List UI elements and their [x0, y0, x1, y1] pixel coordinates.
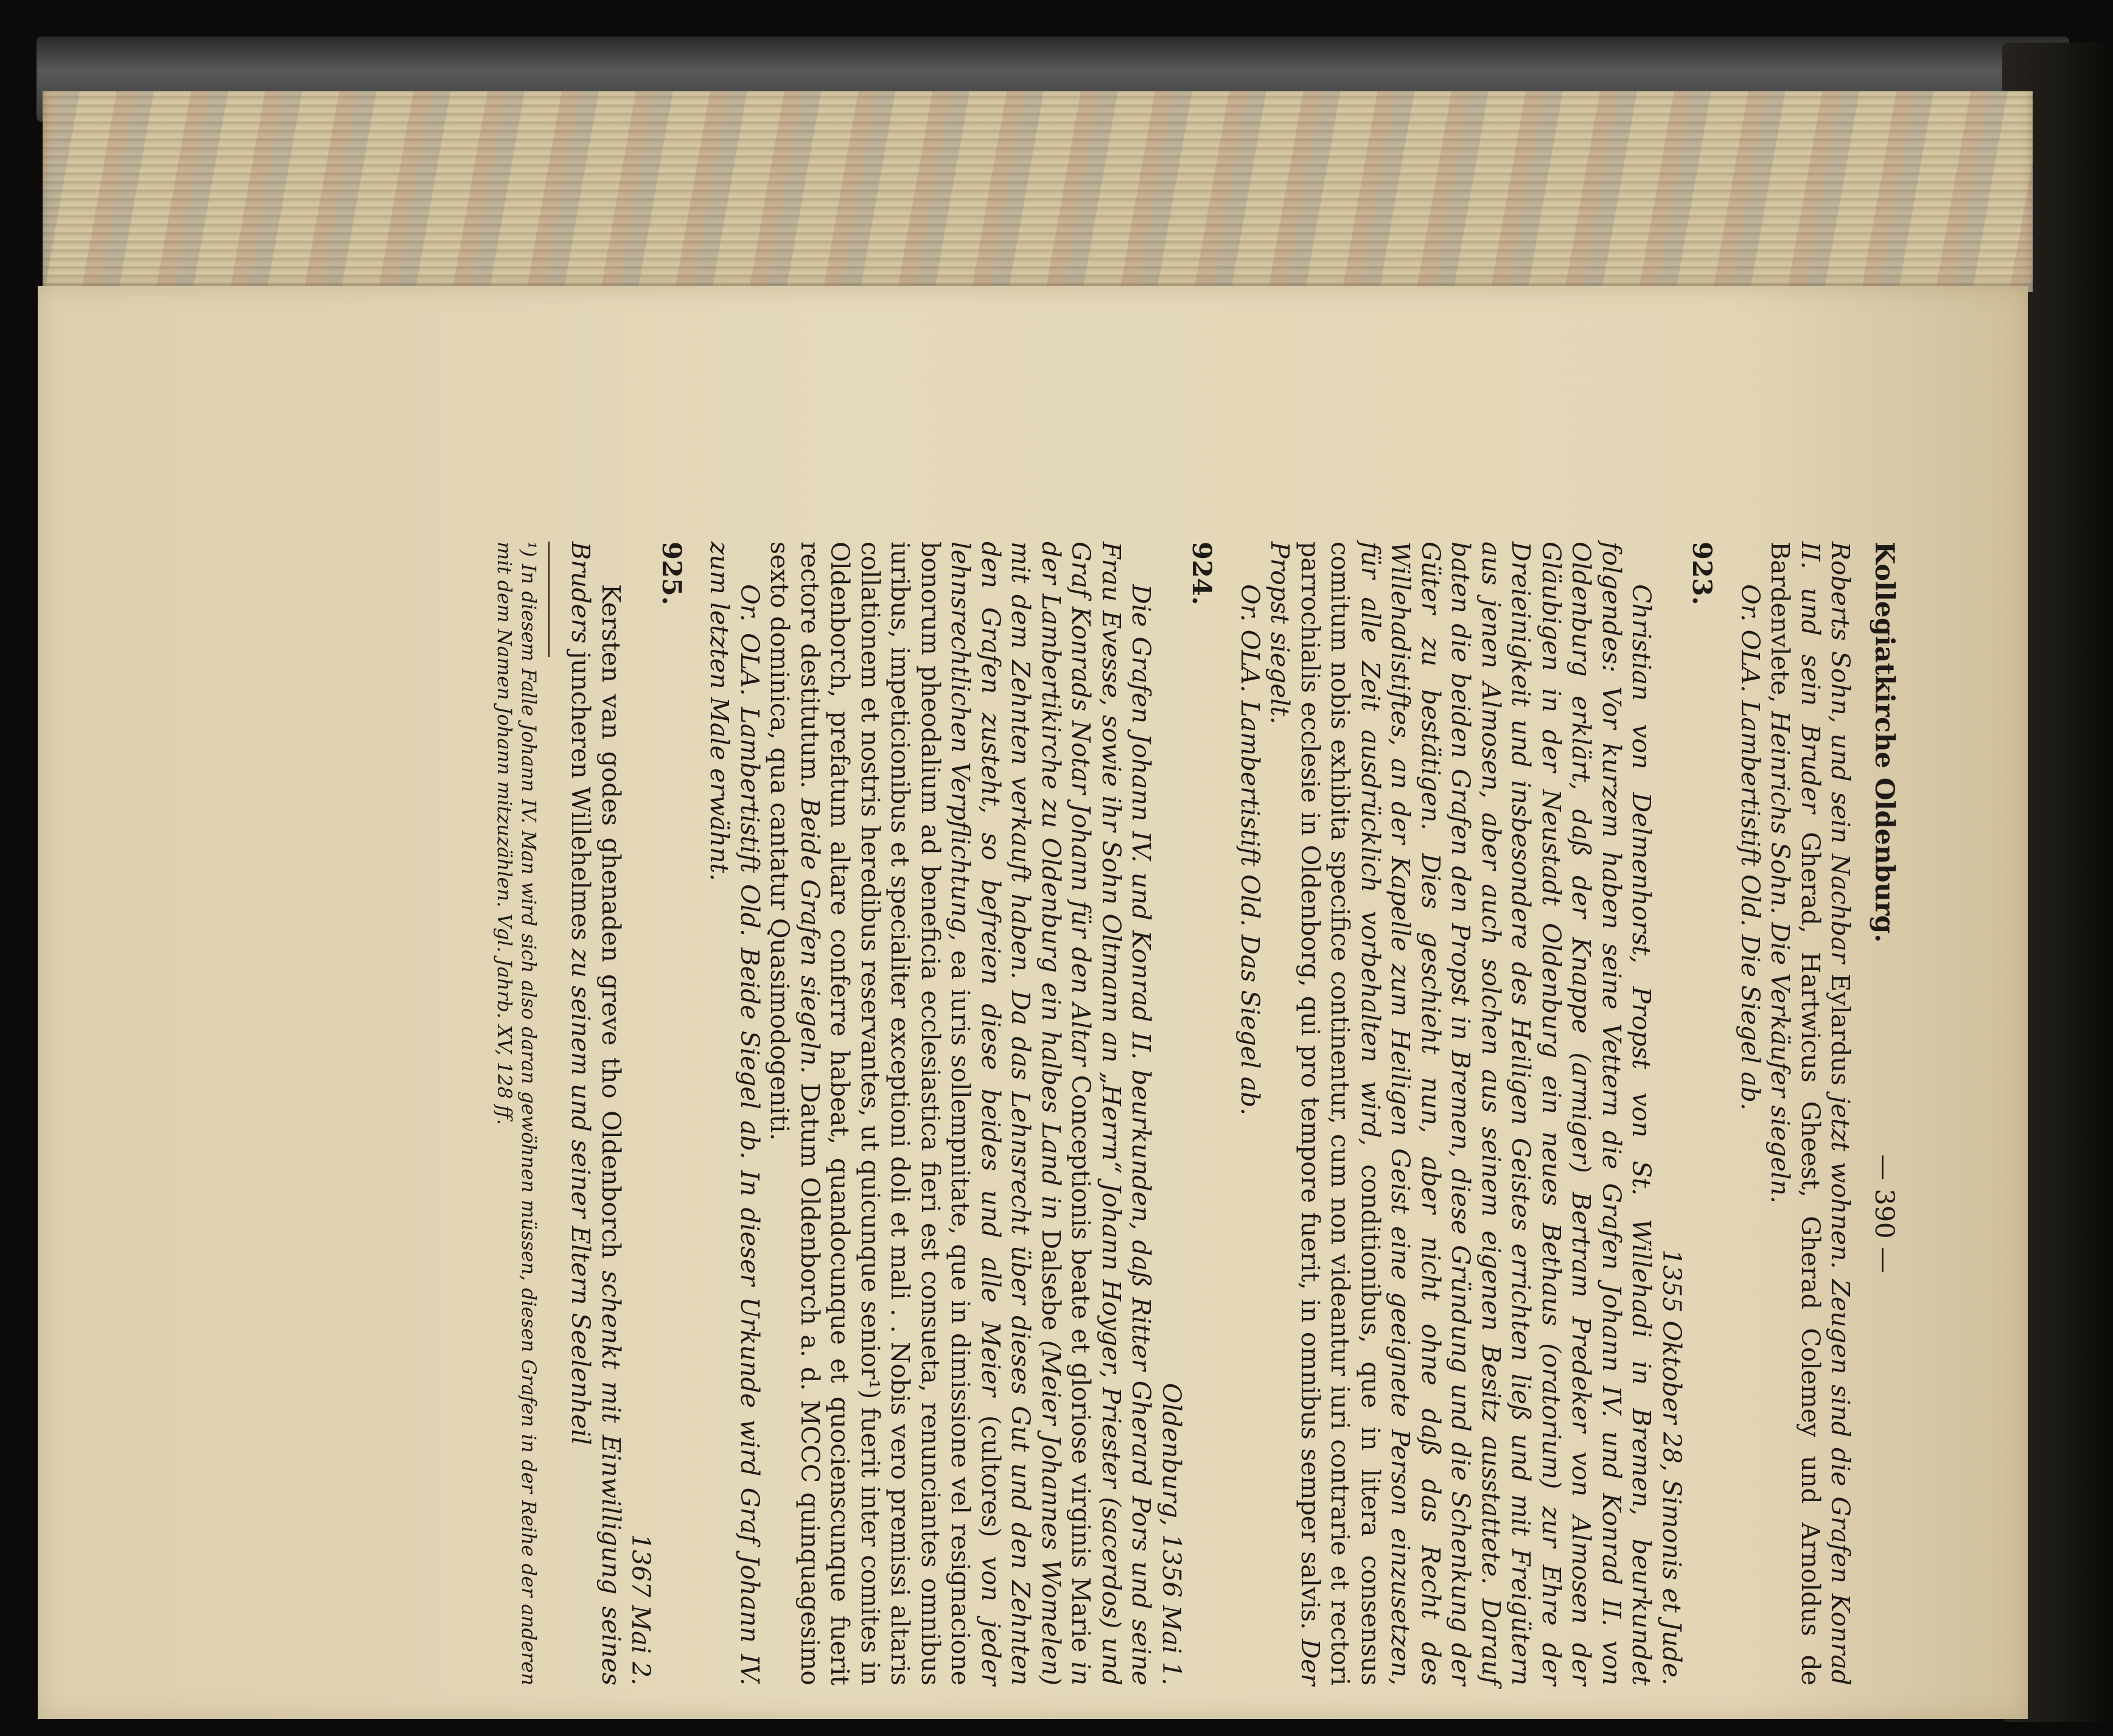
- doc-date-925: 1367 Mai 2.: [626, 1533, 656, 1685]
- page-text-block: [492, 542, 1899, 1685]
- page-number: — 390 —: [1869, 1154, 1899, 1274]
- doc-source-924: Or. OLA. Lambertistift Old. Beide Siegel ab. In dieser Urkunde wird Graf Johann IV. zum letzten Male erwähnt.: [705, 542, 764, 1685]
- doc-date-924: Oldenburg, 1356 Mai 1.: [1157, 1382, 1186, 1685]
- doc-number-923: 923.: [1686, 542, 1717, 605]
- intro-paragraph: Roberts Sohn, und sein Nachbar Eylardus jetzt wohnen. Zeugen sind die Grafen Konrad II. und sein Bruder Gherad, Hartwicus Gheest, Gherad Colemey und Arnoldus de Bardenvlete, Heinrichs Sohn. Die Verkäufer siegeln.: [1765, 542, 1856, 1685]
- doc-body-924: Die Grafen Johann IV. und Konrad II. beurkunden, daß Ritter Gherard Pors und seine Frau Evesse, sowie ihr Sohn Oltmann an „Herrn“ Johann Hoyger, Priester (sacerdos) und Graf Konrads Notar Johann für den Altar Conceptionis beate et gloriose virginis Marie in der Lambertikirche zu Oldenburg ein halbes Land in Dalsebe (Meier Johannes Womelen) mit dem Zehnten verkauft haben. Da das Lehnsrecht über dieses Gut und den Zehnten den Grafen zusteht, so befreien diese beides und alle Meier (cultores) von jeder lehnsrechtlichen Verpflichtung, ea iuris sollempnitate, que in dimissione vel resignacione bonorum pheodalium ad beneficia ecclesiastica fieri est consueta, renunciantes omnibus iuribus, impeticionibus et specialiter exceptioni doli et mali . . Nobis vero premissi altaris collationem et nostris heredibus reservantes, ut quicunque senior¹) fuerit inter comites in Oldenborch, prefatum altare conferre habeat, quandocunque et quocienscunque fuerit rectore destitutum. Beide Grafen siegeln. Datum Oldenborch a. d. MCCC quinquagesimo sexto dominica, qua cantatur Quasimodogeniti.: [765, 542, 1156, 1685]
- doc-date-923: 1355 Oktober 28, Simonis et Jude.: [1657, 1249, 1686, 1685]
- doc-number-925: 925.: [656, 542, 686, 605]
- doc-body-925: Kersten van godes ghenaden greve tho Oldenborch schenkt mit Einwilligung seines Bruders juncheren Willehelmes zu seinem und seiner Eltern Seelenheil: [566, 542, 626, 1685]
- intro-source: Or. OLA. Lambertistift Old. Die Siegel ab.: [1736, 584, 1765, 1111]
- footnote: ¹) In diesem Falle Johann IV. Man wird sich also daran gewöhnen müssen, diesen Grafen in der Reihe der anderen mit dem Namen Johann mitzuzählen. Vgl. Jahrb. XV, 128 ff.: [493, 542, 540, 1685]
- doc-source-923: Or. OLA. Lambertistift Old. Das Siegel ab.: [1235, 584, 1265, 1116]
- running-head: [1869, 542, 1899, 1685]
- doc-body-923: Christian von Delmenhorst, Propst von St. Willehadi in Bremen, beurkundet folgendes: Vor kurzem haben seine Vettern die Grafen Johann IV. und Konrad II. von Oldenburg erklärt, daß der Knappe (armiger) Bertram Predeker von Almosen der Gläubigen in der Neustadt Oldenburg ein neues Bethaus (oratorium) zur Ehre der Dreieinigkeit und insbesondere des Heiligen Geistes errichten ließ und mit Freigütern aus jenen Almosen, aber auch solchen aus seinem eigenen Besitz ausstattete. Darauf baten die beiden Grafen den Propst in Bremen, diese Gründung und die Schenkung der Güter zu bestätigen. Dies geschieht nun, aber nicht ohne daß das Recht des Willehadistiftes, an der Kapelle zum Heiligen Geist eine geeignete Person einzusetzen, für alle Zeit ausdrücklich vorbehalten wird, conditionibus, que in litera consensus comitum nobis exhibita specifice continentur, cum non videantur iuri contrarie et rectori parrochialis ecclesie in Oldenborg, qui pro tempore fuerit, in omnibus semper salvis. Der Propst siegelt.: [1265, 542, 1657, 1686]
- doc-number-924: 924.: [1186, 542, 1217, 605]
- page-edges: [43, 91, 2033, 292]
- footnote-rule: [548, 542, 550, 657]
- running-head-title: Kollegiatkirche Oldenburg.: [1869, 542, 1899, 943]
